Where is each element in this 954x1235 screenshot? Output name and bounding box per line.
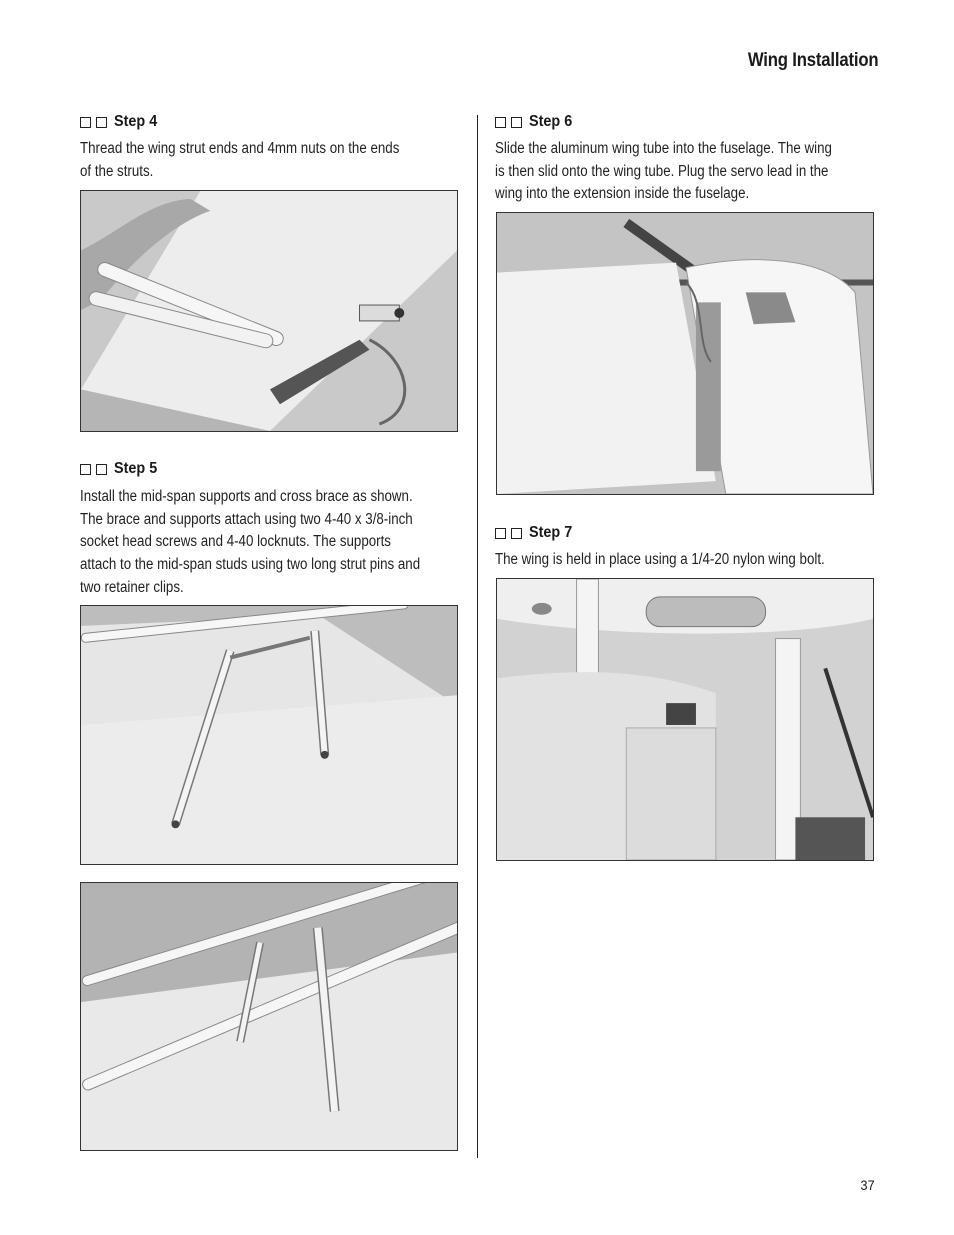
step-4-label: Step 4 xyxy=(114,113,158,130)
step-6-label: Step 6 xyxy=(529,113,573,130)
step-7-label: Step 7 xyxy=(529,524,573,541)
checkbox-icon[interactable] xyxy=(495,528,506,539)
step-6-text: Slide the aluminum wing tube into the fuselage. The wing is then slid onto the wing tube. Plug the servo lead in the wing into the extension inside the fuselage. xyxy=(495,140,832,203)
step-5-label: Step 5 xyxy=(114,460,158,477)
checkbox-icon[interactable] xyxy=(96,464,107,475)
step-4-heading xyxy=(80,113,162,131)
checkbox-icon[interactable] xyxy=(80,464,91,475)
checkbox-icon[interactable] xyxy=(80,117,91,128)
step-7-text: The wing is held in place using a 1/4-20 nylon wing bolt. xyxy=(495,551,825,568)
checkbox-icon[interactable] xyxy=(96,117,107,128)
step-5-heading xyxy=(80,460,162,478)
checkbox-icon[interactable] xyxy=(511,528,522,539)
photo-mid-span-supports xyxy=(80,605,458,865)
photo-wing-tube xyxy=(496,212,874,495)
step-7-heading xyxy=(495,524,577,542)
column-divider xyxy=(477,115,478,1158)
page-number: 37 xyxy=(860,1177,875,1193)
step-4-text: Thread the wing strut ends and 4mm nuts on the ends of the struts. xyxy=(80,140,400,180)
step-6-heading xyxy=(495,113,577,131)
step-5-text: Install the mid-span supports and cross brace as shown. The brace and supports attach using two 4-40 x 3/8-inch socket head screws and 4-40 locknuts. The supports attach to the mid-span studs using two long strut pins and two retainer clips. xyxy=(80,488,421,596)
checkbox-icon[interactable] xyxy=(495,117,506,128)
section-title: Wing Installation xyxy=(747,50,878,71)
photo-cross-brace xyxy=(80,882,458,1151)
checkbox-icon[interactable] xyxy=(511,117,522,128)
photo-strut-ends xyxy=(80,190,458,432)
photo-wing-bolt xyxy=(496,578,874,861)
